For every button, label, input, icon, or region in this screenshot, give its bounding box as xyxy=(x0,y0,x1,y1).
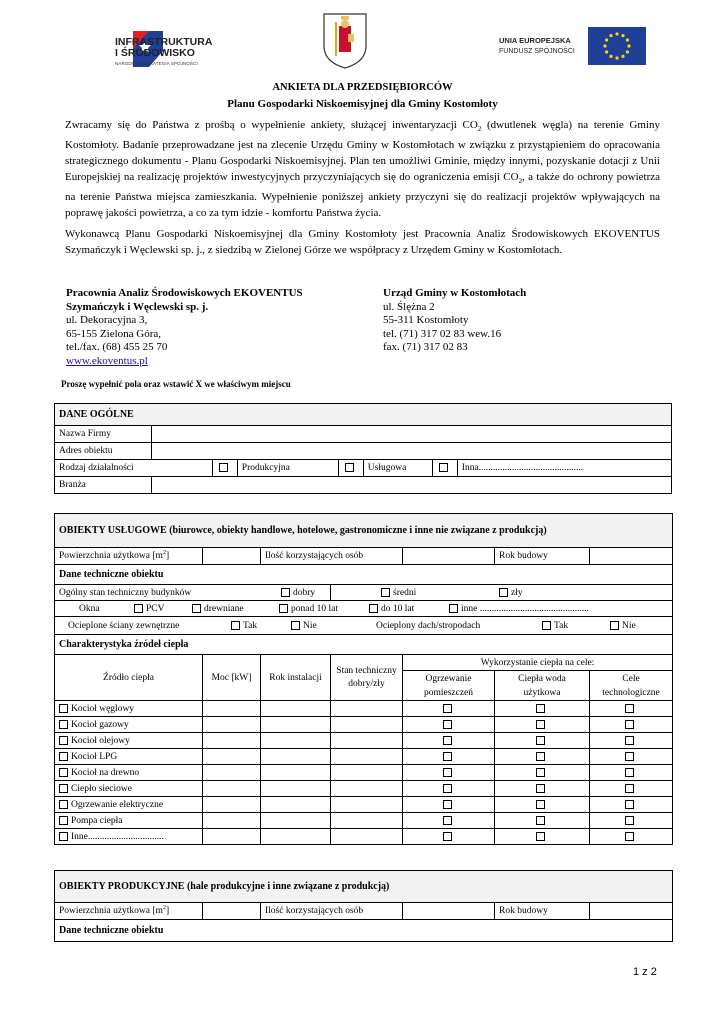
power-input[interactable] xyxy=(203,797,261,813)
heat-source-row xyxy=(55,797,673,813)
services-title: OBIEKTY USŁUGOWE (biurowce, obiekty handlowe, hotelowe, gastronomiczne i inne nie związane z produkcją) xyxy=(55,514,673,548)
ekoventus-link[interactable]: www.ekoventus.pl xyxy=(66,354,148,367)
heat-title: Charakterystyka źródeł ciepła xyxy=(55,635,673,655)
install-year-input[interactable] xyxy=(261,701,331,717)
activity-service-label: Usługowa xyxy=(363,460,432,477)
walls-no-checkbox[interactable] xyxy=(291,621,300,630)
technology-checkbox[interactable] xyxy=(625,704,634,713)
technology-checkbox[interactable] xyxy=(625,768,634,777)
activity-label: Rodzaj działalności xyxy=(55,460,213,477)
power-input[interactable] xyxy=(203,829,261,845)
roof-no-checkbox[interactable] xyxy=(610,621,619,630)
power-input[interactable] xyxy=(203,749,261,765)
water-checkbox[interactable] xyxy=(536,832,545,841)
company-label: Nazwa Firmy xyxy=(55,426,152,443)
technology-checkbox[interactable] xyxy=(625,816,634,825)
heat-source-row xyxy=(55,717,673,733)
windows-other-checkbox[interactable] xyxy=(449,604,458,613)
state-input[interactable] xyxy=(331,781,403,797)
water-checkbox[interactable] xyxy=(536,800,545,809)
install-year-input[interactable] xyxy=(261,765,331,781)
services-year-input[interactable] xyxy=(590,548,673,565)
windows-old-checkbox[interactable] xyxy=(279,604,288,613)
install-year-input[interactable] xyxy=(261,749,331,765)
production-title: OBIEKTY PRODUKCYJNE (hale produkcyjne i inne związane z produkcją) xyxy=(55,871,673,903)
col-water: Ciepła woda użytkowa xyxy=(495,671,590,701)
heat-source-label: Pompa ciepła xyxy=(71,815,123,826)
water-checkbox[interactable] xyxy=(536,736,545,745)
address-label: Adres obiektu xyxy=(55,443,152,460)
services-area-input[interactable] xyxy=(203,548,261,565)
production-people-input[interactable] xyxy=(403,903,495,920)
heat-source-row xyxy=(55,813,673,829)
heat-source-label: Kocioł olejowy xyxy=(71,735,130,746)
logo-subtitle: NARODOWA STRATEGIA SPÓJNOŚCI xyxy=(115,61,198,66)
power-input[interactable] xyxy=(203,765,261,781)
page-number: 1 z 2 xyxy=(633,966,657,978)
eu-flag-icon xyxy=(588,27,646,65)
state-input[interactable] xyxy=(331,797,403,813)
install-year-input[interactable] xyxy=(261,813,331,829)
state-input[interactable] xyxy=(331,813,403,829)
col-install-year: Rok instalacji xyxy=(261,655,331,701)
activity-production-label: Produkcyjna xyxy=(237,460,338,477)
state-input[interactable] xyxy=(331,765,403,781)
install-year-input[interactable] xyxy=(261,829,331,845)
col-technology: Cele technologiczne xyxy=(590,671,673,701)
windows-pcv-checkbox[interactable] xyxy=(134,604,143,613)
heating-checkbox[interactable] xyxy=(443,832,452,841)
condition-good-checkbox[interactable] xyxy=(281,588,290,597)
services-area-label: Powierzchnia użytkowa $[m^2]$ xyxy=(55,548,203,565)
heat-source-label: Ogrzewanie elektryczne xyxy=(71,799,164,810)
roof-yes-checkbox[interactable] xyxy=(542,621,551,630)
heat-source-checkbox[interactable] xyxy=(59,704,68,713)
heat-source-row xyxy=(55,829,673,845)
intro-paragraph-2: Wykonawcą Planu Gospodarki Niskoemisyjnej dla Gminy Kostomłoty jest Pracownia Analiz Środowiskowych EKOVENTUS Szymańczyk i Węclewski sp. j., z siedzibą w Zielonej Górze we współpracy z Urzędem Gminy w Kostomłotach. xyxy=(65,228,660,256)
heat-source-checkbox[interactable] xyxy=(59,832,68,841)
intro-paragraph-1: Zwracamy się do Państwa z prośbą o wypełnienie ankiety, służącej inwentaryzacji $CO_2$ (dwutlenek węgla) na terenie Gminy Kostomłoty. Badanie przeprowadzane jest na zlecenie Urzędu Gminy w Kostomłotach w związku z przystąpieniem do opracowania strategicznego dokumentu - Planu Gospodarki Niskoemisyjnej. Plan ten umożliwi Gminie, między innymi, pozyskanie dotacji z Unii Europejskiej na realizację projektów inwestycyjnych przyczyniających się do ograniczenia emisji $CO_2$, a także do ochrony powietrza na terenie Państwa miejsca zamieszkania. Wypełnienie poniższej ankiety przyczyni się do realizacji projektów wpływających na poprawę jakości powietrza, a co za tym idzie - komfortu Państwa życia. xyxy=(65,119,660,220)
technology-checkbox[interactable] xyxy=(625,784,634,793)
branch-label: Branża xyxy=(55,477,152,494)
services-people-input[interactable] xyxy=(403,548,495,565)
heat-source-checkbox[interactable] xyxy=(59,768,68,777)
heat-source-row xyxy=(55,765,673,781)
power-input[interactable] xyxy=(203,733,261,749)
install-year-input[interactable] xyxy=(261,733,331,749)
company-input[interactable] xyxy=(152,426,672,443)
power-input[interactable] xyxy=(203,813,261,829)
col-state: Stan techniczny dobry/zły xyxy=(331,655,403,701)
heat-source-label: Kocioł gazowy xyxy=(71,719,129,730)
production-people-label: Ilość korzystających osób xyxy=(261,903,403,920)
windows-new-checkbox[interactable] xyxy=(369,604,378,613)
technology-checkbox[interactable] xyxy=(625,720,634,729)
heat-source-checkbox[interactable] xyxy=(59,800,68,809)
state-input[interactable] xyxy=(331,717,403,733)
water-checkbox[interactable] xyxy=(536,768,545,777)
contact-urzad: Urząd Gminy w Kostomłotach ul. Ślężna 2 55-311 Kostomłoty tel. (71) 317 02 83 wew.16 fax. (71) 317 02 83 xyxy=(383,287,527,353)
services-people-label: Ilość korzystających osób xyxy=(261,548,403,565)
production-tech-title: Dane techniczne obiektu xyxy=(55,920,673,942)
heat-source-label: Inne................................ xyxy=(71,831,164,842)
logo-title: INFRASTRUKTURA I ŚRODOWISKO xyxy=(115,36,213,59)
heating-checkbox[interactable] xyxy=(443,816,452,825)
col-usage: Wykorzystanie ciepła na cele: xyxy=(403,655,673,671)
heating-checkbox[interactable] xyxy=(443,800,452,809)
col-heating: Ogrzewanie pomieszczeń xyxy=(403,671,495,701)
heat-source-row xyxy=(55,749,673,765)
windows-row: Okna PCV drewniane ponad 10 lat do 10 lat inne .............................................. xyxy=(55,601,673,617)
heating-checkbox[interactable] xyxy=(443,768,452,777)
power-input[interactable] xyxy=(203,717,261,733)
heating-checkbox[interactable] xyxy=(443,704,452,713)
heating-checkbox[interactable] xyxy=(443,752,452,761)
water-checkbox[interactable] xyxy=(536,704,545,713)
state-input[interactable] xyxy=(331,701,403,717)
state-input[interactable] xyxy=(331,733,403,749)
col-power: Moc [kW] xyxy=(203,655,261,701)
install-year-input[interactable] xyxy=(261,797,331,813)
heat-source-checkbox[interactable] xyxy=(59,736,68,745)
heating-checkbox[interactable] xyxy=(443,720,452,729)
survey-title: ANKIETA DLA PRZEDSIĘBIORCÓW xyxy=(272,82,453,93)
condition-row: Ogólny stan techniczny budynków dobry xyxy=(55,585,331,601)
state-input[interactable] xyxy=(331,829,403,845)
walls-yes-checkbox[interactable] xyxy=(231,621,240,630)
col-source: Źródło ciepła xyxy=(55,655,203,701)
production-table xyxy=(54,870,673,942)
heat-source-label: Kocioł węglowy xyxy=(71,703,135,714)
gmina-crest-icon xyxy=(322,12,368,70)
water-checkbox[interactable] xyxy=(536,784,545,793)
production-area-input[interactable] xyxy=(203,903,261,920)
survey-subtitle: Planu Gospodarki Niskoemisyjnej dla Gminy Kostomłoty xyxy=(227,98,498,110)
heat-source-row xyxy=(55,781,673,797)
condition-medium-checkbox[interactable] xyxy=(381,588,390,597)
address-input[interactable] xyxy=(152,443,672,460)
condition-bad-checkbox[interactable] xyxy=(499,588,508,597)
power-input[interactable] xyxy=(203,701,261,717)
heat-source-checkbox[interactable] xyxy=(59,752,68,761)
services-tech-title: Dane techniczne obiektu xyxy=(55,565,673,585)
heating-checkbox[interactable] xyxy=(443,784,452,793)
technology-checkbox[interactable] xyxy=(625,752,634,761)
branch-input[interactable] xyxy=(152,477,672,494)
technology-checkbox[interactable] xyxy=(625,800,634,809)
heat-source-checkbox[interactable] xyxy=(59,784,68,793)
technology-checkbox[interactable] xyxy=(625,736,634,745)
technology-checkbox[interactable] xyxy=(625,832,634,841)
state-input[interactable] xyxy=(331,749,403,765)
production-year-label: Rok budowy xyxy=(495,903,590,920)
install-year-input[interactable] xyxy=(261,781,331,797)
install-year-input[interactable] xyxy=(261,717,331,733)
services-table: OBIEKTY USŁUGOWE (biurowce, obiekty handlowe, hotelowe, gastronomiczne i inne nie związane z produkcją) Powierzchnia użytkowa $[m^2]$ Ilość korzystających osób Rok budowy Dane techniczne obiektu Ogólny stan techniczny budynków dobry średni zły Okna PCV drewniane ponad 10 lat do 10 lat inne .............................................. Ocieplone ściany zewnętrzne Tak Nie Ocieplony dach/stropodach Tak Nie Charakterystyka źródeł ciepła Źródło ciepła Moc [kW] Rok instalacji Stan techniczny dobry/zły Wykorzystanie ciepła na cele: Ogrzewanie pomieszczeń Ciepła woda użytkowa Cele technologiczne Kocioł węglowy Kocioł gazowy Kocioł olejowy Kocioł LPG Kocioł na drewno Ciepło sieciowe Ogrzewanie elektryczne Pompa ciepła Inne................................ xyxy=(54,513,673,845)
fill-instruction: Proszę wypełnić pola oraz wstawić X we właściwym miejscu xyxy=(61,379,291,389)
services-year-label: Rok budowy xyxy=(495,548,590,565)
general-data-table xyxy=(54,403,672,494)
eu-label: UNIA EUROPEJSKA FUNDUSZ SPÓJNOŚCI xyxy=(499,36,575,55)
water-checkbox[interactable] xyxy=(536,752,545,761)
heat-source-checkbox[interactable] xyxy=(59,720,68,729)
activity-other-label: Inna............................................ xyxy=(457,460,671,477)
activity-production-checkbox[interactable] xyxy=(219,463,228,472)
heating-checkbox[interactable] xyxy=(443,736,452,745)
production-year-input[interactable] xyxy=(590,903,673,920)
windows-wood-checkbox[interactable] xyxy=(192,604,201,613)
general-title: DANE OGÓLNE xyxy=(55,404,672,426)
power-input[interactable] xyxy=(203,781,261,797)
contact-ekoventus: Pracownia Analiz Środowiskowych EKOVENTUS Szymańczyk i Węclewski sp. j. ul. Dekoracyjna 3, 65-155 Zielona Góra, tel./fax. (68) 455 25 70 www.ekoventus.pl xyxy=(66,287,303,367)
heat-source-label: Kocioł LPG xyxy=(71,751,118,762)
insulation-row: Ocieplone ściany zewnętrzne Tak Nie Ocieplony dach/stropodach Tak Nie xyxy=(55,617,673,635)
activity-other-checkbox[interactable] xyxy=(439,463,448,472)
water-checkbox[interactable] xyxy=(536,720,545,729)
heat-source-checkbox[interactable] xyxy=(59,816,68,825)
heat-source-row xyxy=(55,701,673,717)
water-checkbox[interactable] xyxy=(536,816,545,825)
heat-source-label: Ciepło sieciowe xyxy=(71,783,132,794)
production-area-label: Powierzchnia użytkowa $[m^2]$ xyxy=(55,903,203,920)
heat-source-label: Kocioł na drewno xyxy=(71,767,140,778)
activity-service-checkbox[interactable] xyxy=(345,463,354,472)
heat-source-row xyxy=(55,733,673,749)
